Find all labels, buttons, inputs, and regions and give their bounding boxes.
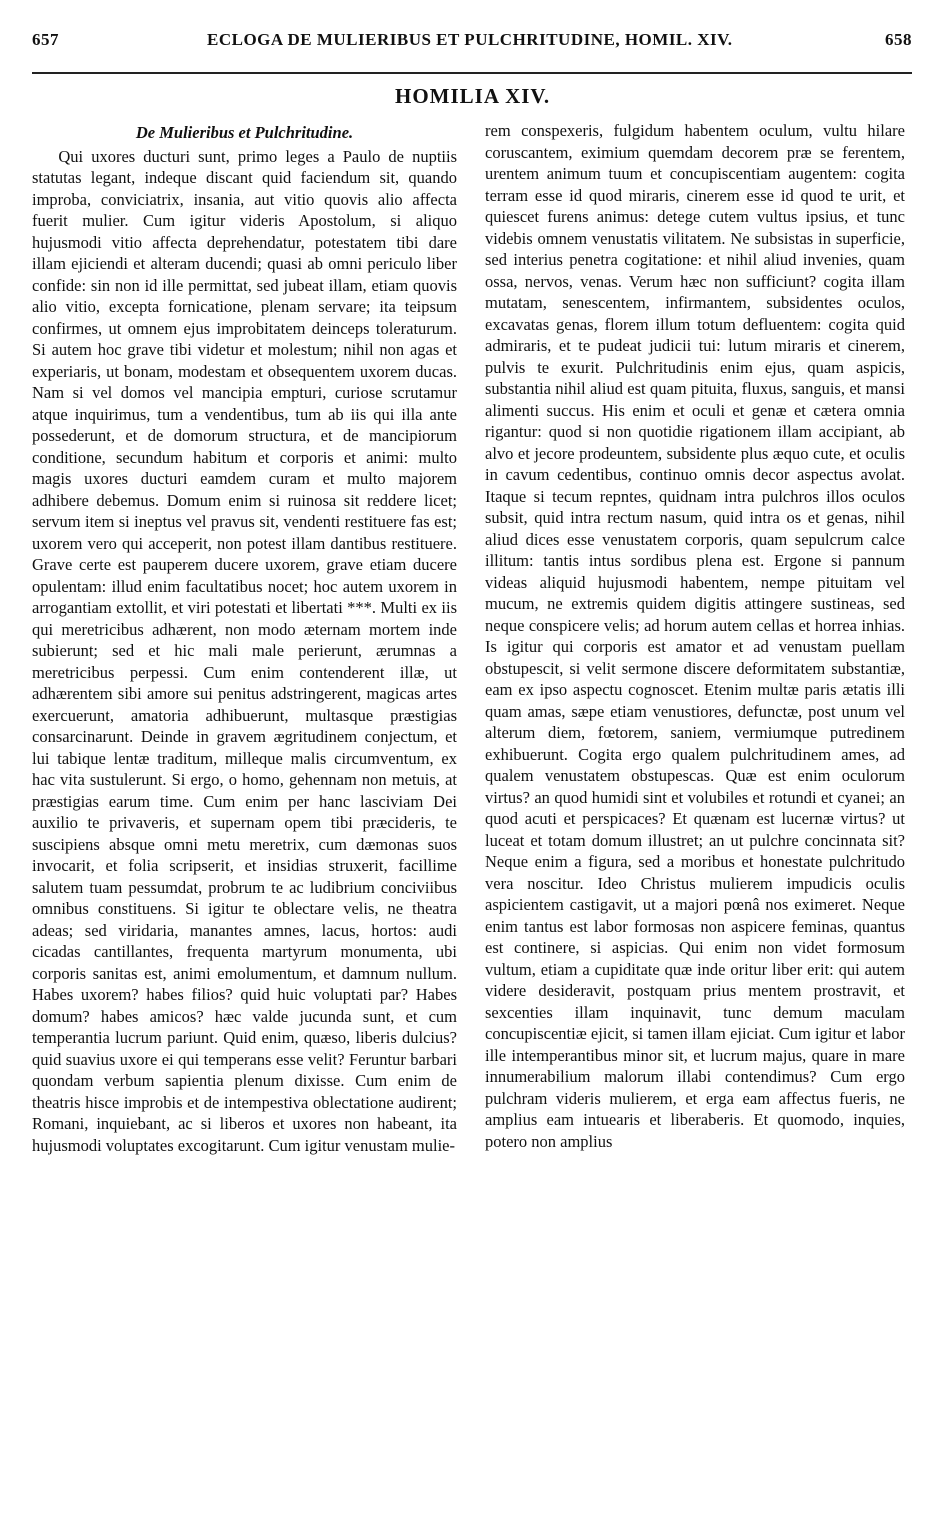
homily-heading: HOMILIA XIV. [395, 84, 551, 108]
right-column-text: rem conspexeris, fulgidum habentem oculum, vultu hilare coruscantem, eximium quemdam decorem præ se ferentem, urentem animum tuum et concupiscentiam augentem: cogita terram esse id quod miraris, cinerem esse id quod te urit, et quiescet furens animus: detege cutem vultus ipsius, et tunc videbis omnem venustatis vilitatem. Ne subsistas in superficie, sed interius penetra cogitatione: et nihil aliud invenies, quam ossa, nervos, venas. Verum hæc non sufficiunt? cogita illam mutatam, senescentem, infirmantem, subsidentes oculos, excavatas genas, florem illum totum defluentem: cogita quid admiraris, et te pudeat judicii tui: lutum miraris et cinerem, pulvis te exurit. Pulchritudinis enim ejus, quam aspicis, substantia nihil aliud est quam pituita, fluxus, sanguis, et mansi alimenti succus. His enim et oculi et genæ et cætera omnia rigantur: quod si non quotidie rigationem illam accipiant, ab alvo et jecore prodeuntem, subsidente plus æquo cute, et oculis in cavum cedentibus, continuo omnis decor aspectus avolat. Itaque si tecum repntes, quidnam intra pulchros illos oculos subsit, quid intra rectum nasum, quid intra os et genas, nihil aliud dices esse venustatem corporis, quam sepulcrum calce illitum: tantis intus sordibus plena est. Ergone si pannum videas aliquid hujusmodi habentem, nempe pituitam vel mucum, ne extremis quidem digitis attingere sustineas, sed neque conspicere velis; ad horum autem cellas et horrea inhias. Is igitur qui corporis est amator et ad venustam puellam obstupescit, si velit sermone discere deformitatem substantiæ, eam ex ipso aspectu cognoscet. Etenim multæ paris ætatis illi quam amas, sæpe etiam venustiores, defunctæ, post unum vel alterum diem, fœtorem, saniem, vermiumque putredinem exhibuerunt. Cogita ergo qualem pulchritudinem ames, ad qualem venustatem obstupescas. Quæ est enim oculorum virtus? an quod humidi sint et volubiles et rotundi et cyanei; an quod acuti et perspicaces? Et quænam est lucernæ virtus? ut luceat et totam domum illustret; an ut pulchre concinnata sit? Neque enim a figura, sed a moribus et honestate pulchritudo vera noscitur. Ideo Christus mulierem impudicis oculis aspicientem castigavit, ut a majori pœnâ nos eximeret. Neque enim tantus est labor formosas non aspicere feminas, quantus est continere, si aspicias. Qui enim non videt formosum vultum, etiam a cupiditate quæ inde oritur liber erit: qui autem videre desideravit, postquam prius mentem prostravit, et sexcenties illam inquinavit, tunc demum maculam concupiscentiæ ejicit, si tamen illam ejiciat. Cum igitur et labor ille intemperantibus minor sit, et lucrum majus, quare in mare innumerabilium malorum illabi contendimus? Cum ergo pulchram videris mulierem, et erga eam affectus fueris, ne amplius eam intuearis et liberaberis. Et quomodo, inquies, potero non amplius [485, 121, 905, 1151]
running-head [32, 30, 912, 64]
left-column-text: Qui uxores ducturi sunt, primo leges a Paulo de nuptiis statutas legant, indeque discant quid faciendum sit, quando improba, conviciatrix, insania, aut vitio quovis alio affecta fuerit mulier. Cum igitur videris Apostolum, si aliquo hujusmodi vitio affecta deprehendatur, potestatem tibi dare illam ejiciendi et alteram ducendi; quasi ab omni periculo liber confide: sin non id ille permittat, sed jubeat illam, etiam quovis alio vitio, excepta fornicatione, plenam servare; ita teipsum confirmes, ut omnem ejus improbitatem deinceps toleraturum. Si autem hoc grave tibi videtur et molestum; nihil non agas et experiaris, ut bonam, modestam et obsequentem uxorem ducas. Nam si vel domos vel mancipia empturi, curiose scrutamur atque inquirimus, tum a vendentibus, tum ab iis qui illa ante possederunt, et de domorum structura, et de mancipiorum conditione, secundum habitum et corporis et animi: multo magis uxores ducturi eamdem curam et multo majorem adhibere debemus. Domum enim si ruinosa sit reddere licet; servum item si ineptus vel pravus sit, vendenti restituere fas est; uxorem vero qui acceperit, non potest illam dantibus restituere. Grave certe est pauperem ducere uxorem, grave etiam ducere opulentam: illud enim facultatibus nocet; hoc autem uxorem in arrogantiam extollit, et viri potestati et libertati ***. Multi ex iis qui meretricibus adhærent, non modo æternam mortem inde subierunt; sed et hic mali male perierunt, ærumnas a meretricibus perpessi. Cum enim contenderent illæ, ut adhærentem sibi amore sui penitus adstringerent, magicas artes exercuerunt, amatoria adhibuerunt, multasque præstigias consarcinarunt. Deinde in gravem ægritudinem conjectum, et lui tabique lentæ traditum, milleque malis circumventum, ex hac vita sustulerunt. Si ergo, o homo, gehennam non metuis, at præstigias earum time. Cum enim per hanc lasciviam Dei auxilio te privaveris, et supernam opem tibi præcideris, te suscipiens absque omni metu meretrix, cum dæmonas suos invocarit, et folia scripserit, et insidias struxerit, facillime salutem tuam pessumdat, probrum te ac ludibrium conciviibus omnibus constituens. Si igitur te oblectare velis, ne theatra adeas; sed viridaria, manantes amnes, lacus, hortos: audi cicadas cantillantes, frequenta martyrum monumenta, ubi corporis sanitas est, animi emolumentum, et damnum nullum. Habes uxorem? habes filios? quid huic voluptati par? Habes domum? habes amicos? hæc valde jucunda sunt, et cum temperantia lucrum pariunt. Quid enim, quæso, liberis dulcius? quid suavius uxore ei qui temperans esse velit? Feruntur barbari quondam verbum sapientia plenum dixisse. Cum enim de theatris hisce improbis et de intempestiva oblectatione audirent; Romani, inquiebant, ac si liberos et uxores non habeant, ita hujusmodi voluptates excogitarunt. Cum igitur venustam mulie- [32, 146, 457, 1155]
right-column [485, 120, 905, 1152]
header-rule [32, 72, 912, 74]
page-number-left: 657 [32, 30, 59, 49]
page-number-right: 658 [885, 30, 912, 49]
running-title: ECLOGA DE MULIERIBUS ET PULCHRITUDINE, HOMIL. XIV. [207, 30, 733, 49]
left-column [32, 122, 457, 1156]
homily-subtitle: De Mulieribus et Pulchritudine. [135, 123, 354, 142]
